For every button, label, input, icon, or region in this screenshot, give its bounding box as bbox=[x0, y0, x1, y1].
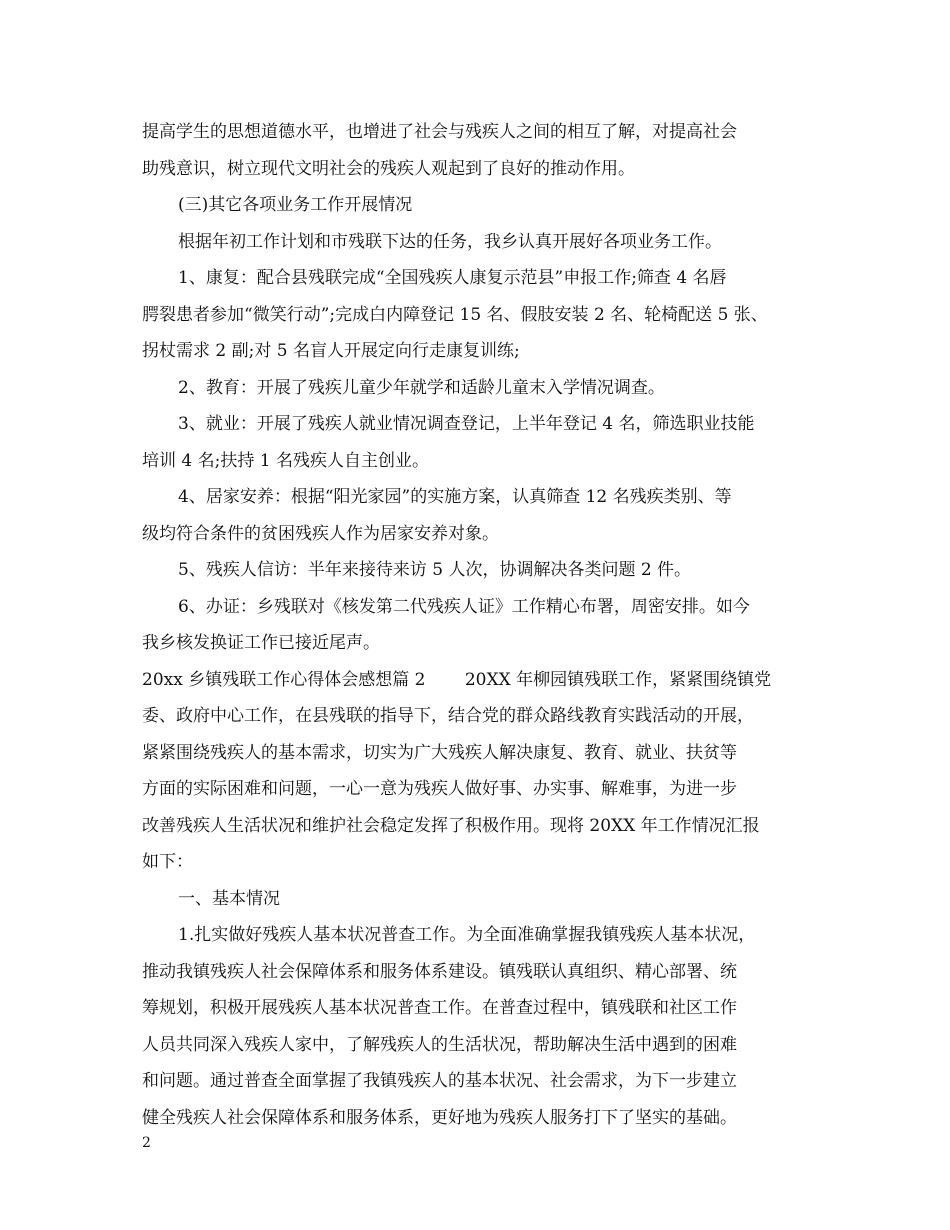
text-line: 6、办证：乡残联对《核发第二代残疾人证》工作精心布署，周密安排。如今 bbox=[178, 596, 750, 617]
text-line: 紧紧围绕残疾人的基本需求，切实为广大残疾人解决康复、教育、就业、扶贫等 bbox=[142, 742, 737, 763]
text-line: 如下： bbox=[142, 852, 193, 872]
text-line: 改善残疾人生活状况和维护社会稳定发挥了积极作用。现将 20XX 年工作情况汇报 bbox=[142, 815, 760, 836]
text-line: 提高学生的思想道德水平，也增进了社会与残疾人之间的相互了解，对提高社会 bbox=[142, 122, 737, 142]
text-line: 5、残疾人信访：半年来接待来访 5 人次，协调解决各类问题 2 件。 bbox=[178, 560, 692, 580]
page-number: 2 bbox=[142, 1135, 151, 1151]
text-line: 腭裂患者参加“微笑行动”;完成白内障登记 15 名、假肢安装 2 名、轮椅配送 5 张、 bbox=[142, 304, 768, 325]
text-line: 助残意识，树立现代文明社会的残疾人观起到了良好的推动作用。 bbox=[142, 158, 635, 179]
text-line: 健全残疾人社会保障体系和服务体系，更好地为残疾人服务打下了坚实的基础。 bbox=[142, 1107, 737, 1128]
text-line: 委、政府中心工作，在县残联的指导下，结合党的群众路线教育实践活动的开展， bbox=[142, 706, 754, 726]
text-line: 人员共同深入残疾人家中，了解残疾人的生活状况，帮助解决生活中遇到的困难 bbox=[142, 1034, 737, 1055]
document-body bbox=[142, 114, 822, 1136]
text-line: 根据年初工作计划和市残联下达的任务，我乡认真开展好各项业务工作。 bbox=[178, 231, 722, 252]
text-line: 筹规划，积极开展残疾人基本状况普查工作。在普查过程中，镇残联和社区工作 bbox=[142, 998, 737, 1018]
text-line: 和问题。通过普查全面掌握了我镇残疾人的基本状况、社会需求，为下一步建立 bbox=[142, 1071, 737, 1091]
section-heading: (三)其它各项业务工作开展情况 bbox=[178, 195, 413, 215]
section-heading: 一、基本情况 bbox=[178, 888, 280, 909]
text-line: 拐杖需求 2 副;对 5 名盲人开展定向行走康复训练; bbox=[142, 341, 520, 361]
text-line: 4、居家安养：根据“阳光家园”的实施方案，认真筛查 12 名残疾类别、等 bbox=[178, 487, 732, 507]
text-line: 级均符合条件的贫困残疾人作为居家安养对象。 bbox=[142, 523, 499, 544]
text-line: 培训 4 名;扶持 1 名残疾人自主创业。 bbox=[142, 450, 429, 471]
text-line: 推动我镇残疾人社会保障体系和服务体系建设。镇残联认真组织、精心部署、统 bbox=[142, 961, 737, 982]
text-line: 我乡核发换证工作已接近尾声。 bbox=[142, 633, 380, 653]
text-line: 方面的实际困难和问题，一心一意为残疾人做好事、办实事、解难事，为进一步 bbox=[142, 779, 737, 799]
text-line: 1、康复：配合县残联完成“全国残疾人康复示范县”申报工作;筛查 4 名唇 bbox=[178, 268, 727, 288]
text-line: 1.扎实做好残疾人基本状况普查工作。为全面准确掌握我镇残疾人基本状况， bbox=[178, 925, 756, 945]
article-title-line: 20xx 乡镇残联工作心得体会感想篇 2 20XX 年柳园镇残联工作，紧紧围绕镇党 bbox=[142, 669, 772, 690]
text-line: 3、就业：开展了残疾人就业情况调查登记，上半年登记 4 名，筛选职业技能 bbox=[178, 414, 755, 434]
text-line: 2、教育：开展了残疾儿童少年就学和适龄儿童末入学情况调查。 bbox=[178, 377, 665, 398]
